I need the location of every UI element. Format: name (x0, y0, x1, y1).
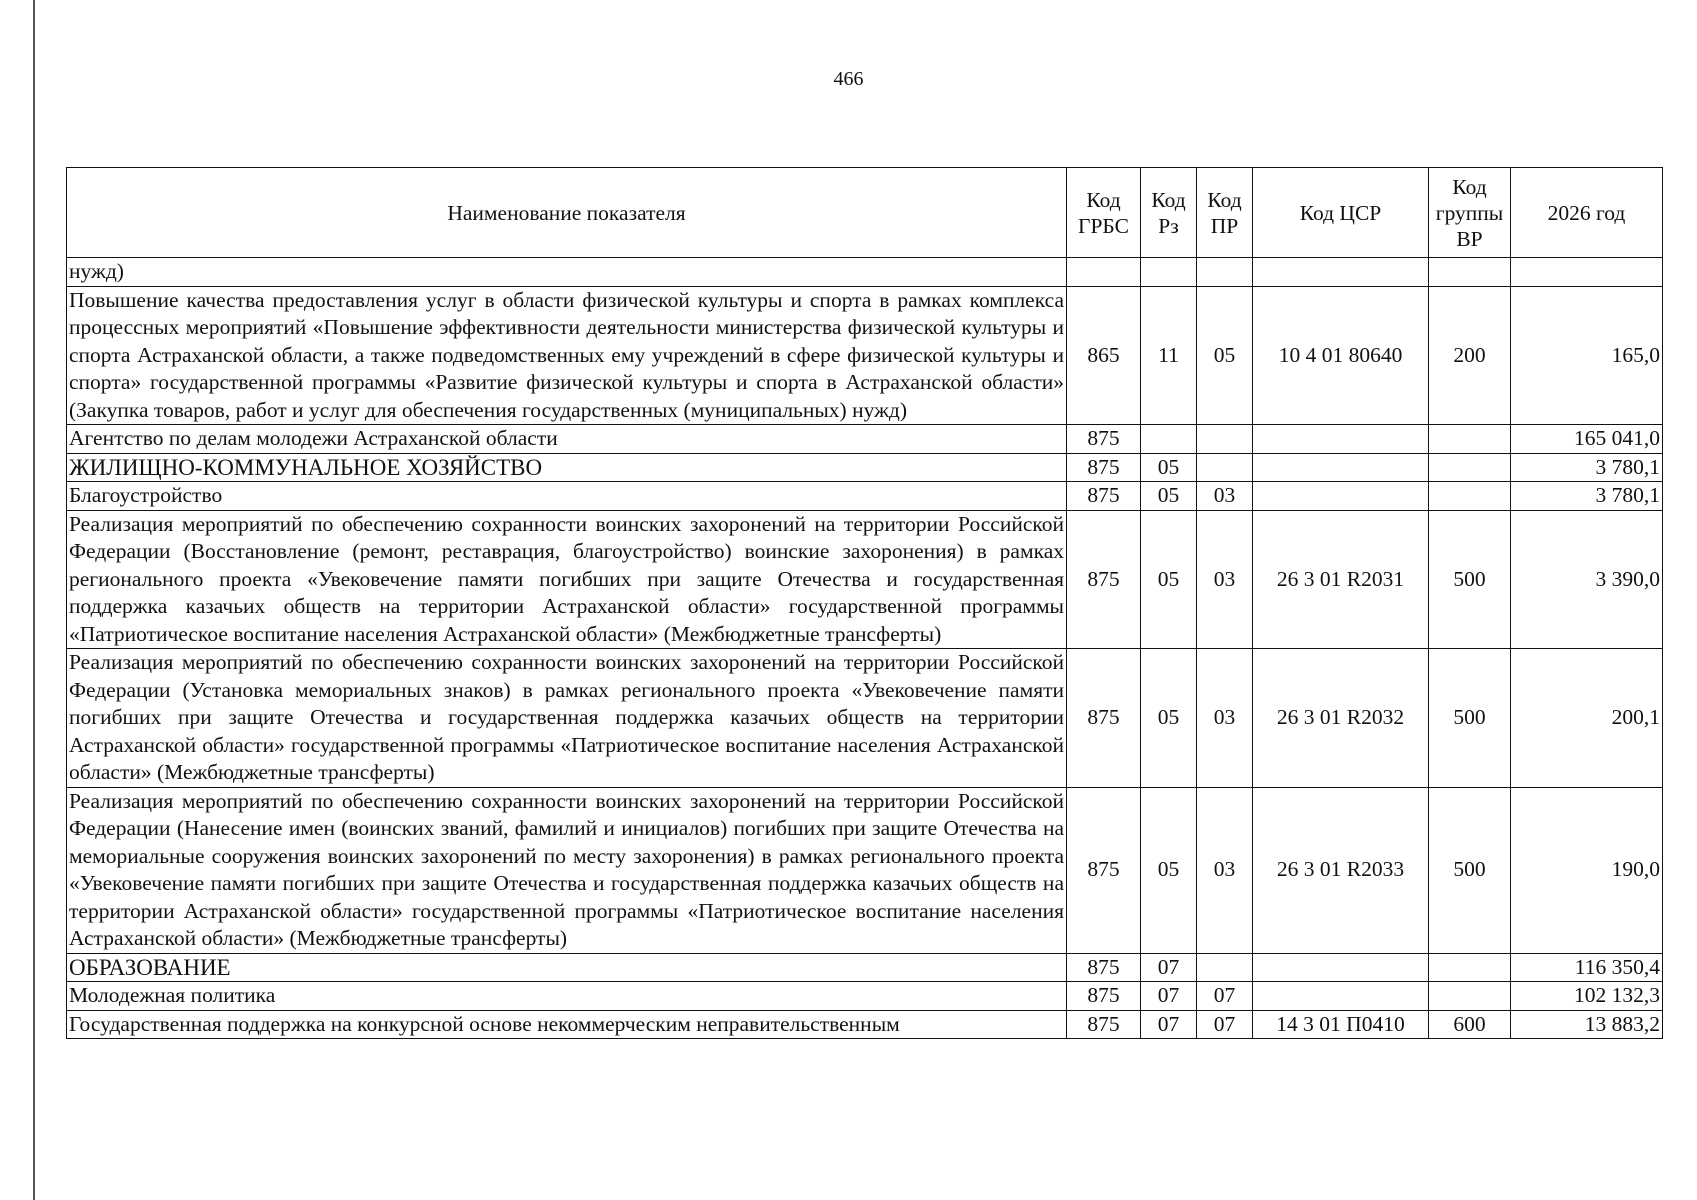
cell-csr (1253, 982, 1429, 1011)
cell-pr (1197, 953, 1253, 982)
header-pr: Код ПР (1197, 168, 1253, 258)
cell-pr: 03 (1197, 649, 1253, 788)
cell-grbs: 875 (1067, 453, 1141, 482)
cell-grbs: 875 (1067, 482, 1141, 511)
cell-vr (1429, 258, 1511, 287)
cell-rz: 07 (1141, 982, 1197, 1011)
cell-rz: 05 (1141, 510, 1197, 649)
table-row (67, 649, 1663, 788)
table-row (67, 425, 1663, 454)
cell-rz (1141, 258, 1197, 287)
cell-csr: 10 4 01 80640 (1253, 286, 1429, 425)
left-margin-line (33, 0, 35, 1200)
cell-rz: 07 (1141, 953, 1197, 982)
cell-name: Агентство по делам молодежи Астраханской области (67, 425, 1067, 454)
cell-grbs (1067, 258, 1141, 287)
cell-amount: 102 132,3 (1511, 982, 1663, 1011)
table-body (67, 258, 1663, 1039)
cell-rz: 07 (1141, 1010, 1197, 1039)
cell-grbs: 875 (1067, 425, 1141, 454)
cell-name: Реализация мероприятий по обеспечению сохранности воинских захоронений на территории Российской Федерации (Восстановление (ремонт, реставрация, благоустройство) воинские захоронения) в рамках регионального проекта «Увековечение памяти погибших при защите Отечества и государственная поддержка казачьих обществ на территории Астраханской области» государственной программы «Патриотическое воспитание населения Астраханской области» (Межбюджетные трансферты) (67, 510, 1067, 649)
cell-vr: 200 (1429, 286, 1511, 425)
cell-name: Государственная поддержка на конкурсной основе некоммерческим неправительственным (67, 1010, 1067, 1039)
cell-csr (1253, 953, 1429, 982)
cell-pr: 07 (1197, 982, 1253, 1011)
cell-pr: 07 (1197, 1010, 1253, 1039)
cell-grbs: 875 (1067, 953, 1141, 982)
cell-csr (1253, 425, 1429, 454)
table-row (67, 286, 1663, 425)
cell-csr (1253, 258, 1429, 287)
cell-grbs: 875 (1067, 982, 1141, 1011)
table-row (67, 482, 1663, 511)
cell-grbs: 875 (1067, 510, 1141, 649)
cell-grbs: 875 (1067, 1010, 1141, 1039)
header-vr: Код группы ВР (1429, 168, 1511, 258)
cell-amount: 165 041,0 (1511, 425, 1663, 454)
cell-pr: 03 (1197, 787, 1253, 953)
cell-vr (1429, 953, 1511, 982)
cell-pr (1197, 258, 1253, 287)
table-row (67, 453, 1663, 482)
cell-name: ЖИЛИЩНО-КОММУНАЛЬНОЕ ХОЗЯЙСТВО (67, 453, 1067, 482)
cell-rz (1141, 425, 1197, 454)
cell-csr: 14 3 01 П0410 (1253, 1010, 1429, 1039)
budget-table (66, 167, 1663, 1039)
cell-name: Благоустройство (67, 482, 1067, 511)
cell-name: Реализация мероприятий по обеспечению сохранности воинских захоронений на территории Российской Федерации (Нанесение имен (воинских званий, фамилий и инициалов) погибших при защите Отечества на мемориальные сооружения воинских захоронений по месту захоронения) в рамках регионального проекта «Увековечение памяти погибших при защите Отечества и государственная поддержка казачьих обществ на территории Астраханской области» государственной программы «Патриотическое воспитание населения Астраханской области» (Межбюджетные трансферты) (67, 787, 1067, 953)
cell-pr: 03 (1197, 482, 1253, 511)
cell-csr (1253, 453, 1429, 482)
cell-pr: 03 (1197, 510, 1253, 649)
cell-pr: 05 (1197, 286, 1253, 425)
cell-vr: 500 (1429, 510, 1511, 649)
cell-vr: 500 (1429, 649, 1511, 788)
cell-grbs: 875 (1067, 787, 1141, 953)
page-number: 466 (833, 68, 864, 90)
cell-name: Молодежная политика (67, 982, 1067, 1011)
cell-rz: 05 (1141, 453, 1197, 482)
header-name: Наименование показателя (67, 168, 1067, 258)
header-year: 2026 год (1511, 168, 1663, 258)
cell-amount: 116 350,4 (1511, 953, 1663, 982)
cell-grbs: 865 (1067, 286, 1141, 425)
cell-amount: 3 780,1 (1511, 453, 1663, 482)
cell-rz: 05 (1141, 787, 1197, 953)
cell-vr: 500 (1429, 787, 1511, 953)
cell-csr: 26 3 01 R2032 (1253, 649, 1429, 788)
cell-grbs: 875 (1067, 649, 1141, 788)
cell-vr (1429, 425, 1511, 454)
cell-vr (1429, 453, 1511, 482)
cell-vr (1429, 982, 1511, 1011)
cell-name: Реализация мероприятий по обеспечению сохранности воинских захоронений на территории Российской Федерации (Установка мемориальных знаков) в рамках регионального проекта «Увековечение памяти погибших при защите Отечества и государственная поддержка казачьих обществ на территории Астраханской области» государственной программы «Патриотическое воспитание населения Астраханской области» (Межбюджетные трансферты) (67, 649, 1067, 788)
table-row (67, 510, 1663, 649)
table-row (67, 787, 1663, 953)
cell-csr: 26 3 01 R2033 (1253, 787, 1429, 953)
cell-vr (1429, 482, 1511, 511)
cell-pr (1197, 425, 1253, 454)
header-csr: Код ЦСР (1253, 168, 1429, 258)
table-row (67, 1010, 1663, 1039)
cell-amount: 13 883,2 (1511, 1010, 1663, 1039)
header-rz: Код Рз (1141, 168, 1197, 258)
table-row (67, 953, 1663, 982)
cell-amount (1511, 258, 1663, 287)
cell-name: Повышение качества предоставления услуг в области физической культуры и спорта в рамках комплекса процессных мероприятий «Повышение эффективности деятельности министерства физической культуры и спорта Астраханской области, а также подведомственных ему учреждений в сфере физической культуры и спорта» государственной программы «Развитие физической культуры и спорта в Астраханской области» (Закупка товаров, работ и услуг для обеспечения государственных (муниципальных) нужд) (67, 286, 1067, 425)
cell-csr (1253, 482, 1429, 511)
cell-amount: 165,0 (1511, 286, 1663, 425)
cell-rz: 11 (1141, 286, 1197, 425)
cell-name: ОБРАЗОВАНИЕ (67, 953, 1067, 982)
table-row (67, 982, 1663, 1011)
cell-vr: 600 (1429, 1010, 1511, 1039)
cell-rz: 05 (1141, 649, 1197, 788)
cell-amount: 190,0 (1511, 787, 1663, 953)
cell-pr (1197, 453, 1253, 482)
table-row (67, 258, 1663, 287)
table-header-row (67, 168, 1663, 258)
cell-amount: 200,1 (1511, 649, 1663, 788)
cell-rz: 05 (1141, 482, 1197, 511)
cell-name: нужд) (67, 258, 1067, 287)
cell-amount: 3 780,1 (1511, 482, 1663, 511)
cell-csr: 26 3 01 R2031 (1253, 510, 1429, 649)
cell-amount: 3 390,0 (1511, 510, 1663, 649)
header-grbs: Код ГРБС (1067, 168, 1141, 258)
